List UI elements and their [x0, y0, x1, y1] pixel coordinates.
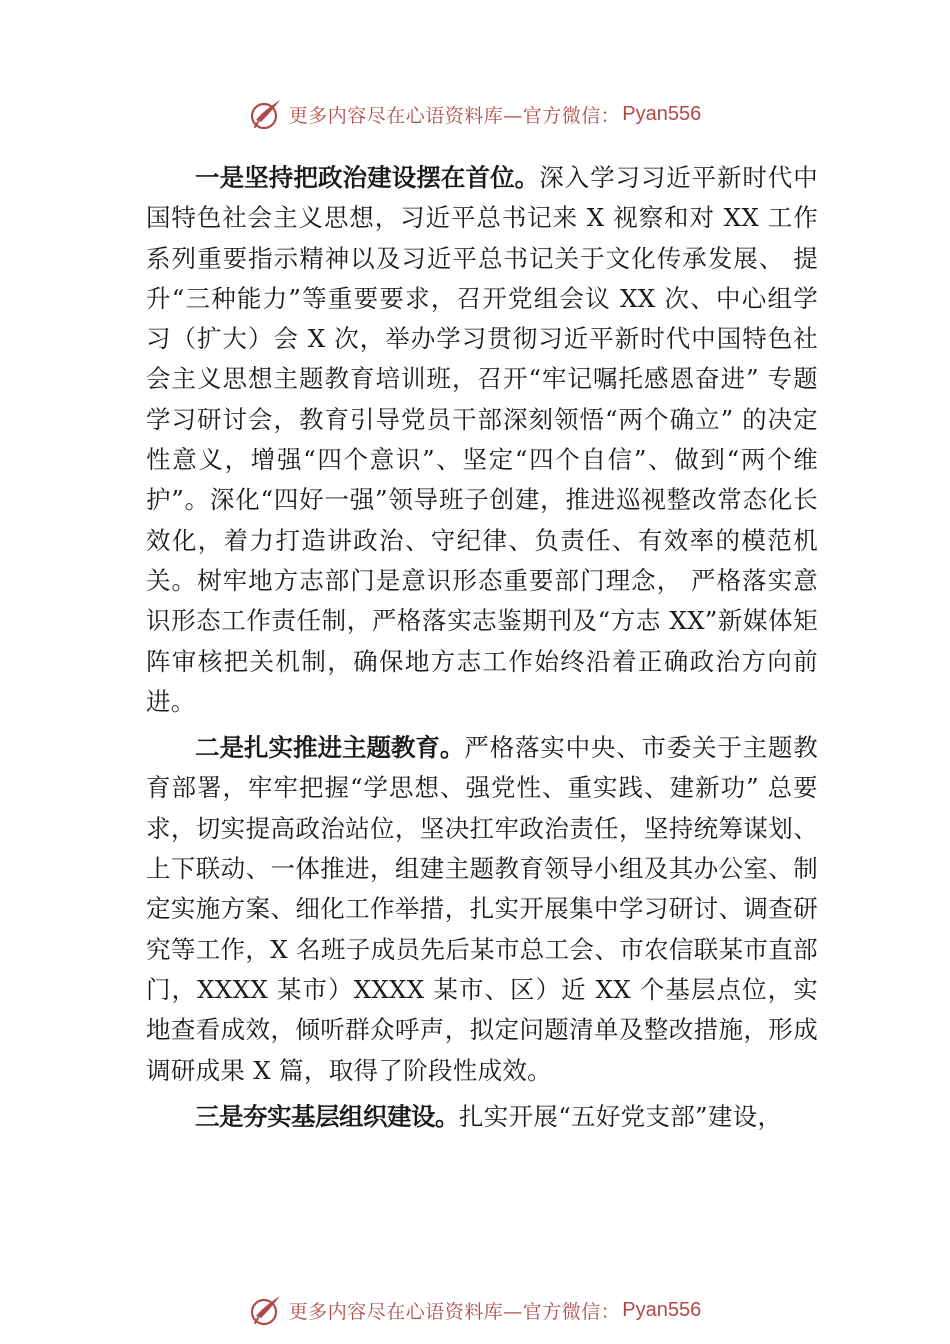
paragraph-body-text: 严格落实中央、市委关于主题教育部署，牢牢把握“学思想、强党性、重实践、建新功” 总要求，切实提高政治站位，坚决扛牢政治责任，坚持统筹谋划、上下联动、一体推进，组建主题教育领导小组及其办公室、制定实施方案、细化工作举措，扎实开展集中学习研讨、调查研究等工作，X 名班子成员先后某市总工会、市农信联某市直部门，XXXX 某市）XXXX 某市、区）近 XX 个基层点位，实地查看成效，倾听群众呼声，拟定问题清单及整改措施，形成调研成果 X 篇，取得了阶段性成效。: [146, 733, 818, 1085]
watermark-wechat-id: Pyan556: [622, 1298, 702, 1321]
paragraph-lead-heading: 三是夯实基层组织建设。: [195, 1101, 459, 1131]
paragraph-body-text: 扎实开展“五好党支部”建设，: [459, 1101, 783, 1131]
paragraph-political-building: [146, 158, 818, 722]
watermark-text: 更多内容尽在心语资料库—官方微信：: [288, 104, 621, 127]
paragraph-lead-heading: 二是扎实推进主题教育。: [195, 733, 465, 763]
quill-pen-seal-icon: [249, 1293, 283, 1327]
paragraph-grassroots-organization: [146, 1097, 818, 1137]
watermark-wechat-id: Pyan556: [622, 102, 702, 125]
footer-watermark: [0, 1290, 950, 1330]
paragraph-lead-heading: 一是坚持把政治建设摆在首位。: [195, 163, 540, 192]
header-watermark: [0, 94, 950, 134]
paragraph-body-text: 深入学习习近平新时代中国特色社会主义思想，习近平总书记来 X 视察和对 XX 工作系列重要指示精神以及习近平总书记关于文化传承发展、 提升“三种能力”等重要要求，召开党组会议 XX 次、中心组学习（扩大）会 X 次，举办学习贯彻习近平新时代中国特色社会主义思想主题教育培训班，召开“牢记嘱托感恩奋进” 专题学习研讨会，教育引导党员干部深刻领悟“两个确立” 的决定性意义，增强“四个意识”、坚定“四个自信”、做到“两个维护”。深化“四好一强”领导班子创建，推进巡视整改常态化长效化，着力打造讲政治、守纪律、负责任、有效率的模范机关。树牢地方志部门是意识形态重要部门理念， 严格落实意识形态工作责任制，严格落实志鉴期刊及“方志 XX”新媒体矩阵审核把关机制，确保地方志工作始终沿着正确政治方向前进。: [146, 163, 818, 716]
document-body: [146, 158, 818, 1137]
quill-pen-seal-icon: [249, 97, 283, 131]
watermark-text: 更多内容尽在心语资料库—官方微信：: [288, 1300, 621, 1323]
paragraph-theme-education: [146, 728, 818, 1091]
